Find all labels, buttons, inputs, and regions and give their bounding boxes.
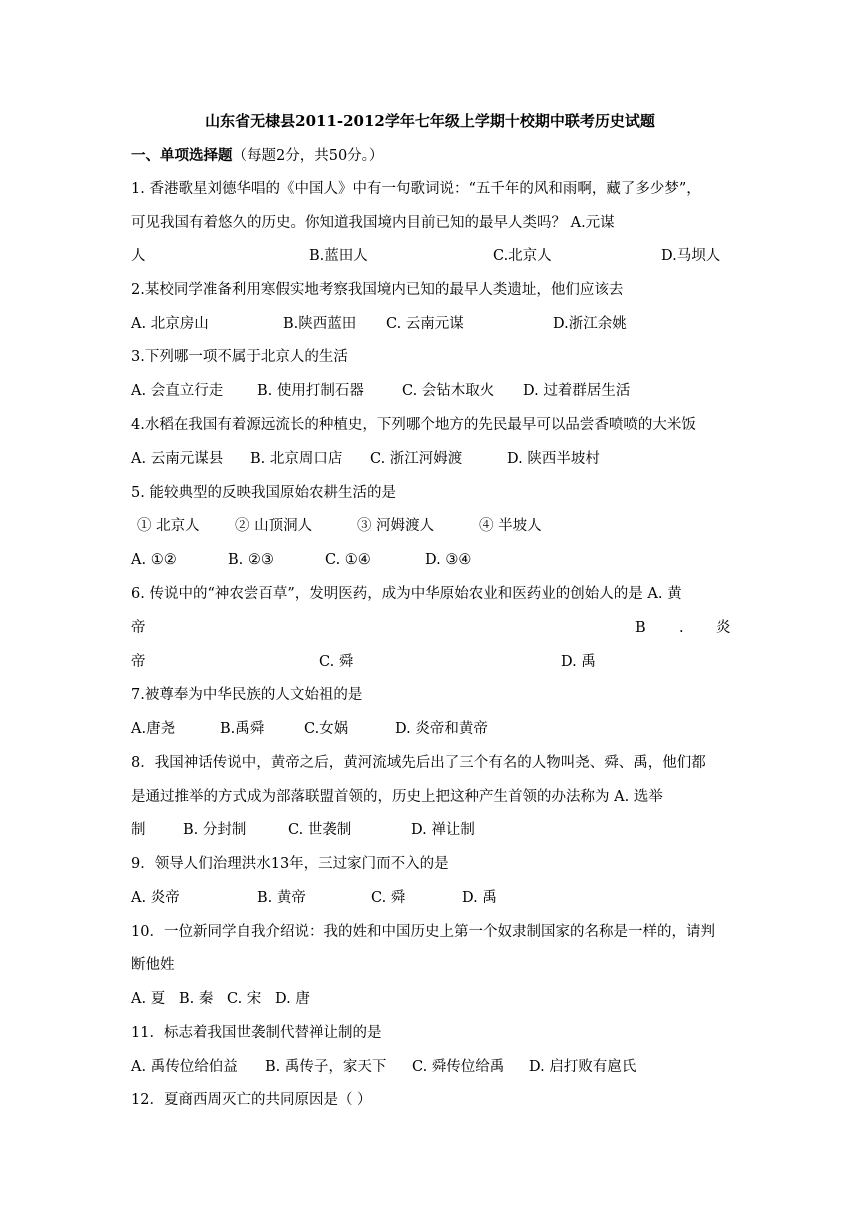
question-9-stem: 9．领导人们治理洪水13年，三过家门而不入的是 [131, 856, 449, 872]
question-10-options [131, 988, 731, 1010]
question-11-options [131, 1056, 731, 1078]
option-d: D. ③④ [425, 552, 472, 568]
option-d: D. 禅让制 [411, 822, 475, 838]
question-1-line-2: 可见我国有着悠久的历史。你知道我国境内目前已知的最早人类吗？ A.元谋 [131, 215, 615, 231]
question-11-stem: 11．标志着我国世袭制代替禅让制的是 [131, 1025, 382, 1041]
option-c: C.女娲 [304, 721, 349, 737]
option-b-continued: 帝 [131, 654, 146, 670]
section-heading [131, 145, 731, 167]
question-10-line-1: 10．一位新同学自我介绍说：我的姓和中国历史上第一个奴隶制国家的名称是一样的，请判 [131, 924, 715, 940]
option-d: D. 禹 [462, 890, 497, 906]
option-b: B. 使用打制石器 [257, 383, 364, 399]
option-a: A. 会直立行走 [131, 383, 224, 399]
option-a: A. 云南元谋县 [131, 451, 224, 467]
option-b: B. 分封制 [183, 822, 247, 838]
question-6-options [131, 651, 731, 673]
question-5-sub-items [131, 515, 731, 537]
page-title: 山东省无棣县2011-2012学年七年级上学期十校期中联考历史试题 [205, 112, 655, 130]
option-a: A. 禹传位给伯益 [131, 1059, 238, 1075]
option-a-continued: 帝 [131, 620, 146, 636]
sub-item-3: ③ 河姆渡人 [357, 518, 435, 534]
option-d: D. 炎帝和黄帝 [395, 721, 488, 737]
option-a: A.唐尧 [131, 721, 176, 737]
option-d: D.浙江余姚 [553, 316, 627, 332]
option-d: D.马坝人 [661, 248, 721, 264]
question-1-line-1: 1. 香港歌星刘德华唱的《中国人》中有一句歌词说：“五千年的风和雨啊，藏了多少梦”， [131, 181, 701, 197]
option-c: C. 云南元谋 [386, 316, 464, 332]
option-d: D. 过着群居生活 [523, 383, 631, 399]
option-b-text: 炎 [716, 620, 731, 636]
sub-item-2: ② 山顶洞人 [235, 518, 313, 534]
question-8-line-1: 8．我国神话传说中，黄帝之后，黄河流域先后出了三个有名的人物叫尧、舜、禹，他们都 [131, 755, 706, 771]
option-b: B. ②③ [228, 552, 274, 568]
option-a: A. 夏 [131, 991, 166, 1007]
sub-item-1: ① 北京人 [137, 518, 200, 534]
option-b: B. 黄帝 [257, 890, 306, 906]
question-8-options [131, 819, 731, 841]
option-b: B.蓝田人 [309, 248, 368, 264]
question-10-line-2: 断他姓 [131, 957, 175, 973]
question-8-line-2: 是通过推举的方式成为部落联盟首领的，历史上把这种产生首领的办法称为 A. 选举 [131, 789, 663, 805]
option-a-continued: 制 [131, 822, 146, 838]
option-c: C. 世袭制 [288, 822, 352, 838]
option-b: B. 禹传子，家天下 [265, 1059, 387, 1075]
question-9-options [131, 887, 731, 909]
question-2-stem: 2.某校同学准备利用寒假实地考察我国境内已知的最早人类遗址，他们应该去 [131, 282, 624, 298]
option-a: A. ①② [131, 552, 177, 568]
option-c: C. 浙江河姆渡 [370, 451, 463, 467]
question-5-stem: 5. 能较典型的反映我国原始农耕生活的是 [131, 485, 396, 501]
option-a: A. 炎帝 [131, 890, 180, 906]
question-12-stem: 12．夏商西周灭亡的共同原因是（ ） [131, 1092, 372, 1108]
option-c: C. 舜 [371, 890, 406, 906]
option-c: C. 舜传位给禹 [412, 1059, 505, 1075]
option-c: C. 舜 [319, 654, 354, 670]
question-6-stem: 6. 传说中的“神农尝百草”，发明医药，成为中华原始农业和医药业的创始人的是 A. 黄 [131, 586, 682, 602]
option-d: D. 启打败有扈氏 [529, 1059, 637, 1075]
sub-item-4: ④ 半坡人 [479, 518, 542, 534]
question-4-options [131, 448, 731, 470]
option-d: D. 陕西半坡村 [507, 451, 600, 467]
question-7-stem: 7.被尊奉为中华民族的人文始祖的是 [131, 687, 363, 703]
option-c: C. ①④ [325, 552, 371, 568]
section-title: 一、单项选择题 [131, 147, 233, 164]
question-3-stem: 3.下列哪一项不属于北京人的生活 [131, 349, 348, 365]
option-c: C. 会钻木取火 [402, 383, 495, 399]
question-2-options [131, 313, 731, 335]
option-c: C. 宋 [227, 991, 262, 1007]
option-a-continued: 人 [131, 248, 146, 264]
option-a: A. 北京房山 [131, 316, 209, 332]
option-b: B. 北京周口店 [250, 451, 343, 467]
option-b-letter: B [635, 620, 646, 636]
option-b-dot: . [679, 620, 684, 636]
question-4-stem: 4.水稻在我国有着源远流长的种植史，下列哪个地方的先民最早可以品尝香喷喷的大米饭 [131, 417, 696, 433]
option-b: B.禹舜 [220, 721, 265, 737]
question-3-options [131, 380, 731, 402]
option-c: C.北京人 [493, 248, 552, 264]
option-d: D. 唐 [275, 991, 310, 1007]
option-b: B. 秦 [179, 991, 214, 1007]
section-note: （每题2分，共50分。） [232, 148, 384, 164]
option-b: B.陕西蓝田 [283, 316, 357, 332]
question-5-options [131, 549, 731, 571]
question-1-options [131, 245, 731, 267]
question-6-wrap-line [131, 617, 731, 639]
question-7-options [131, 718, 731, 740]
option-d: D. 禹 [561, 654, 596, 670]
